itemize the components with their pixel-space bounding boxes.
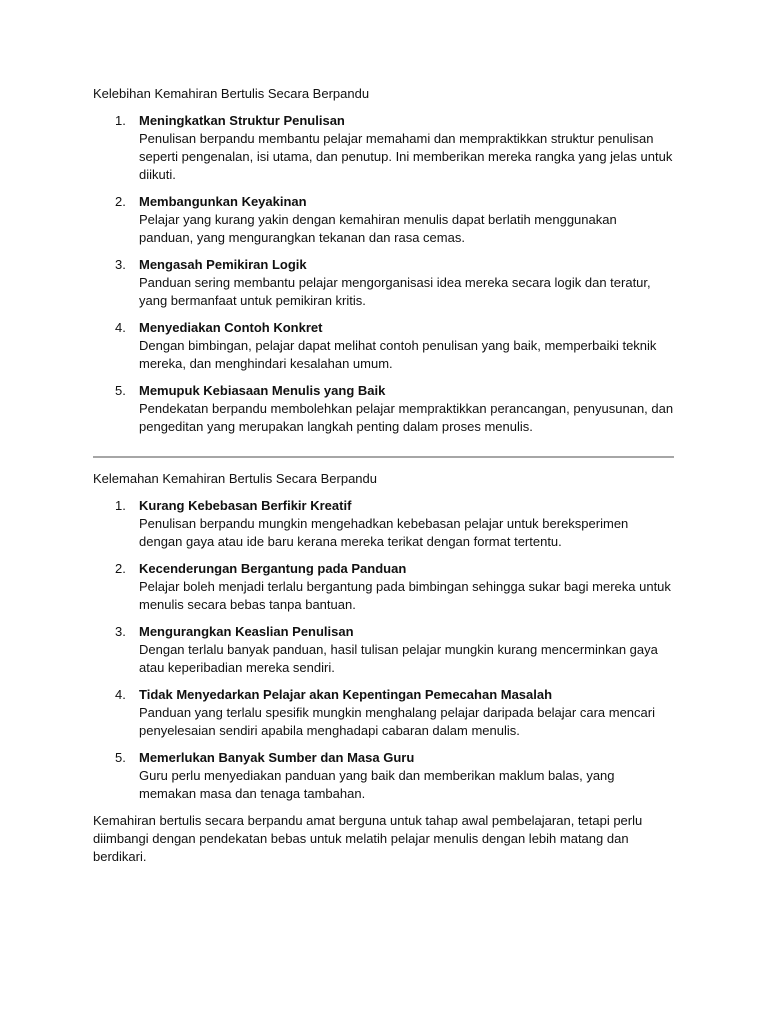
item-title: Kurang Kebebasan Berfikir Kreatif (139, 498, 352, 513)
item-title: Mengurangkan Keaslian Penulisan (139, 624, 354, 639)
list-item (93, 749, 674, 803)
conclusion-paragraph: Kemahiran bertulis secara berpandu amat berguna untuk tahap awal pembelajaran, tetapi perlu diimbangi dengan pendekatan bebas untuk melatih pelajar menulis dengan lebih matang dan berdikari. (93, 813, 643, 864)
item-body: Penulisan berpandu mungkin mengehadkan kebebasan pelajar untuk bereksperimen dengan gaya atau ide baru kerana mereka terikat dengan format tertentu. (139, 516, 629, 549)
item-body: Guru perlu menyediakan panduan yang baik dan memberikan maklum balas, yang memakan masa dan tenaga tambahan. (139, 768, 615, 801)
item-number: 4. (115, 320, 126, 335)
item-body: Pelajar yang kurang yakin dengan kemahiran menulis dapat berlatih menggunakan panduan, yang mengurangkan tekanan dan rasa cemas. (139, 212, 617, 245)
item-title: Memupuk Kebiasaan Menulis yang Baik (139, 383, 386, 398)
item-body: Pelajar boleh menjadi terlalu bergantung pada bimbingan sehingga sukar bagi mereka untuk menulis secara bebas tanpa bantuan. (139, 579, 671, 612)
disadvantages-section (93, 470, 674, 803)
disadvantages-heading: Kelemahan Kemahiran Bertulis Secara Berpandu (93, 471, 378, 486)
advantages-list (93, 112, 674, 436)
item-number: 5. (115, 383, 126, 398)
list-item (93, 382, 674, 436)
item-number: 1. (115, 113, 126, 128)
item-title: Meningkatkan Struktur Penulisan (139, 113, 345, 128)
item-title: Kecenderungan Bergantung pada Panduan (139, 561, 407, 576)
list-item (93, 256, 674, 310)
item-number: 2. (115, 194, 126, 209)
item-body: Penulisan berpandu membantu pelajar memahami dan mempraktikkan struktur penulisan seperti pengenalan, isi utama, dan penutup. Ini memberikan mereka rangka yang jelas untuk diikuti. (139, 131, 673, 182)
item-title: Memerlukan Banyak Sumber dan Masa Guru (139, 750, 415, 765)
list-item (93, 623, 674, 677)
item-body: Pendekatan berpandu membolehkan pelajar mempraktikkan perancangan, penyusunan, dan pengeditan yang merupakan langkah penting dalam proses menulis. (139, 401, 674, 434)
item-body: Panduan sering membantu pelajar mengorganisasi idea mereka secara logik dan teratur, yang bermanfaat untuk pemikiran kritis. (139, 275, 651, 308)
item-number: 5. (115, 750, 126, 765)
advantages-heading: Kelebihan Kemahiran Bertulis Secara Berpandu (93, 86, 370, 101)
item-body: Dengan terlalu banyak panduan, hasil tulisan pelajar mungkin kurang mencerminkan gaya atau keperibadian mereka sendiri. (139, 642, 658, 675)
item-number: 4. (115, 687, 126, 702)
item-number: 3. (115, 257, 126, 272)
list-item (93, 112, 674, 184)
list-item (93, 319, 674, 373)
list-item (93, 560, 674, 614)
advantages-section (93, 85, 674, 436)
item-number: 2. (115, 561, 126, 576)
item-body: Dengan bimbingan, pelajar dapat melihat contoh penulisan yang baik, memperbaiki teknik mereka, dan menghindari kesalahan umum. (139, 338, 657, 371)
item-title: Membangunkan Keyakinan (139, 194, 307, 209)
item-title: Tidak Menyedarkan Pelajar akan Kepentingan Pemecahan Masalah (139, 687, 553, 702)
list-item (93, 193, 674, 247)
item-body: Panduan yang terlalu spesifik mungkin menghalang pelajar daripada belajar cara mencari penyelesaian sendiri apabila menghadapi cabaran dalam menulis. (139, 705, 655, 738)
item-title: Mengasah Pemikiran Logik (139, 257, 307, 272)
disadvantages-list (93, 497, 674, 803)
list-item (93, 497, 674, 551)
item-number: 1. (115, 498, 126, 513)
section-divider (93, 456, 674, 458)
item-number: 3. (115, 624, 126, 639)
list-item (93, 686, 674, 740)
item-title: Menyediakan Contoh Konkret (139, 320, 323, 335)
